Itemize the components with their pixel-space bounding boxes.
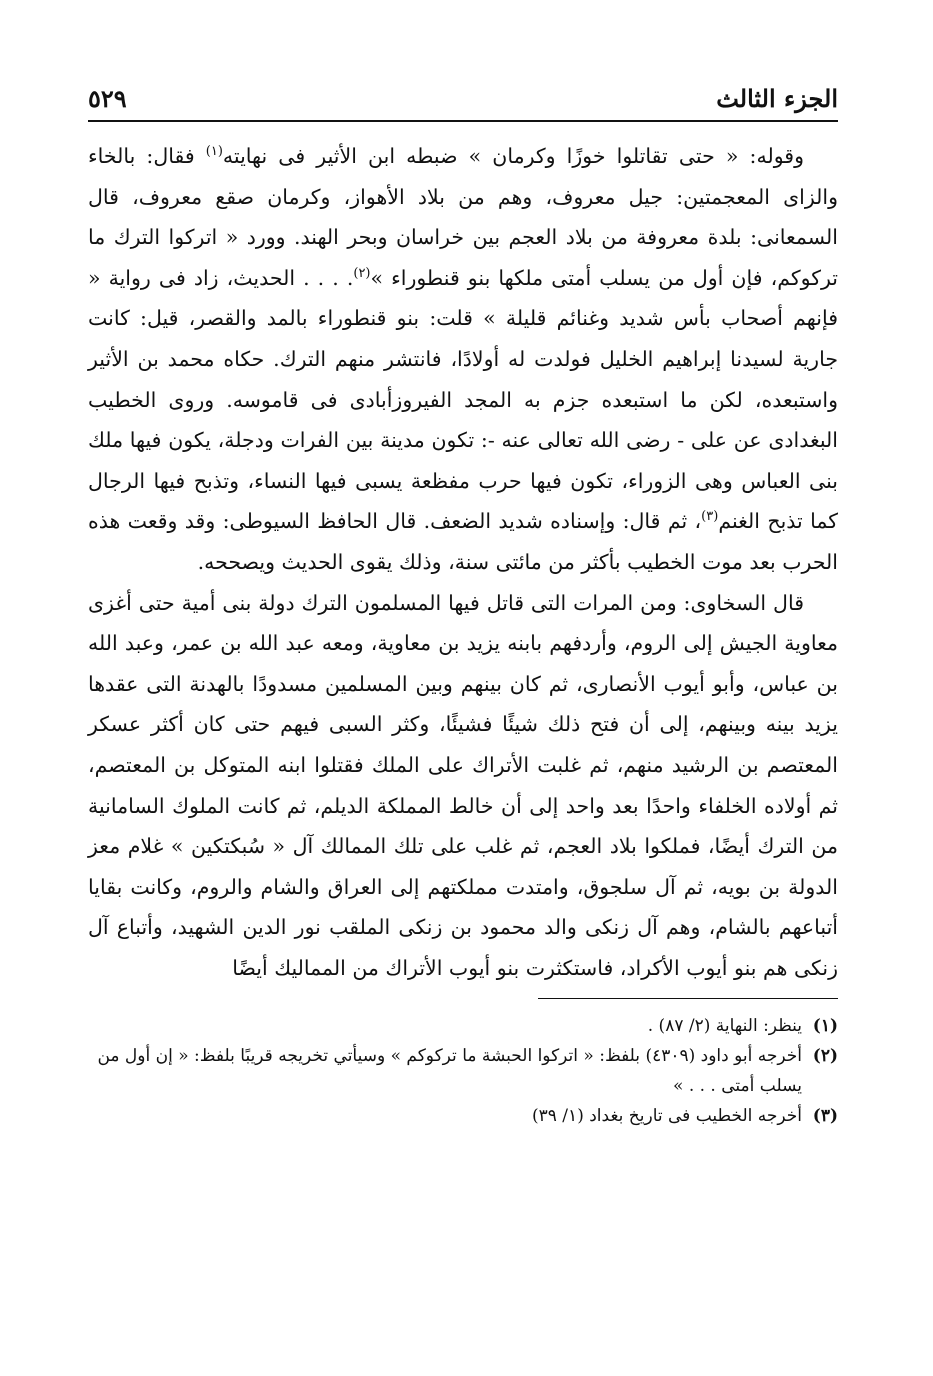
paragraph-1-part-1: وقوله: « حتى تقاتلوا خوزًا وكرمان » ضبطه ابن الأثير فى نهايته [222, 144, 804, 168]
paragraph-1-part-2: فقال: بالخاء والزاى المعجمتين: جيل معروف، وهم من بلاد الأهواز، وكرمان صقع معروف، قال السمعانى: بلدة معروفة من بلاد العجم بين خراسان وبحر الهند. وورد « اتركوا الترك ما تركوكم، فإن أول من يسلب أمتى ملكها بنو قنطوراء » [88, 144, 838, 290]
footnote-ref-2: (٢) [353, 265, 371, 281]
footnote-divider [538, 998, 838, 999]
header-divider [88, 120, 838, 122]
footnote-1 [88, 1011, 838, 1041]
book-page [88, 78, 838, 1131]
paragraph-1-part-4: ، ثم قال: وإسناده شديد الضعف. قال الحافظ السيوطى: وقد وقعت هذه الحرب بعد موت الخطيب بأكثر من مائتى سنة، وذلك يقوى الحديث ويصححه. [88, 509, 838, 574]
footnote-3 [88, 1101, 838, 1131]
paragraph-1 [88, 136, 838, 583]
paragraph-1-part-3: . . . . الحديث، زاد فى رواية « فإنهم أصحاب بأس شديد وغنائم قليلة » قلت: بنو قنطوراء بالمد والقصر، قيل: كانت جارية لسيدنا إبراهيم الخليل فولدت له أولادًا، فانتشر منهم الترك. حكاه محمد بن الأثير واستبعده، لكن ما استبعده جزم به المجد الفيروزأبادى فى قاموسه. وروى الخطيب البغدادى عن على - رضى الله تعالى عنه -: تكون مدينة بين الفرات ودجلة، يكون فيها ملك بنى العباس وهى الزوراء، تكون فيها حرب مفظعة يسبى فيها النساء، وتذبح فيها الرجال كما تذبح الغنم [88, 265, 838, 534]
running-header [88, 78, 838, 114]
footnote-ref-1: (١) [205, 144, 223, 160]
footnote-ref-3: (٣) [701, 509, 719, 525]
footnote-2 [88, 1041, 838, 1101]
paragraph-2: قال السخاوى: ومن المرات التى قاتل فيها المسلمون الترك دولة بنى أمية حتى أغزى معاوية الجيش إلى الروم، وأردفهم بابنه يزيد بن معاوية، ومعه عبد الله بن عمر، وعبد الله بن عباس، وأبو أيوب الأنصارى، ثم كان بينهم وبين المسلمين مسدودًا بالهدنة التى عقدها يزيد بينه وبينهم، إلى أن فتح ذلك شيئًا فشيئًا، وكثر السبى فيهم حتى كان أكثر عسكر المعتصم بن الرشيد منهم، ثم غلبت الأتراك على الملك فقتلوا ابنه المتوكل بن المعتصم، ثم أولاده الخلفاء واحدًا بعد واحد إلى أن خالط المملكة الديلم، ثم كانت الملوك السامانية من الترك أيضًا، فملكوا بلاد العجم، ثم غلب على تلك الممالك آل « سُبكتكين » غلام معز الدولة بن بويه، ثم آل سلجوق، وامتدت مملكتهم إلى العراق والشام والروم، وكانت بقايا أتباعهم بالشام، وهم آل زنكى والد محمود بن زنكى الملقب نور الدين الشهيد، وأتباع آل زنكى هم بنو أيوب الأكراد، فاستكثرت بنو أيوب الأتراك من المماليك أيضًا [88, 590, 838, 980]
footnotes [88, 1011, 838, 1131]
footnote-2-number: (٢) [812, 1046, 838, 1067]
footnote-3-number: (٣) [812, 1106, 838, 1127]
footnote-2-text: أخرجه أبو داود (٤٣٠٩) بلفظ: « اتركوا الحبشة ما تركوكم » وسيأتي تخريجه قريبًا بلفظ: « إن أول من يسلب أمتى . . . » [97, 1046, 802, 1097]
main-text [88, 136, 838, 988]
page-number: ٥٢٩ [88, 84, 127, 113]
volume-title: الجزء الثالث [716, 84, 838, 113]
footnote-3-text: أخرجه الخطيب فى تاريخ بغداد (١/ ٣٩) [532, 1106, 802, 1127]
footnote-1-text: ينظر: النهاية (٢/ ٨٧) . [647, 1016, 802, 1037]
footnote-1-number: (١) [812, 1016, 838, 1037]
